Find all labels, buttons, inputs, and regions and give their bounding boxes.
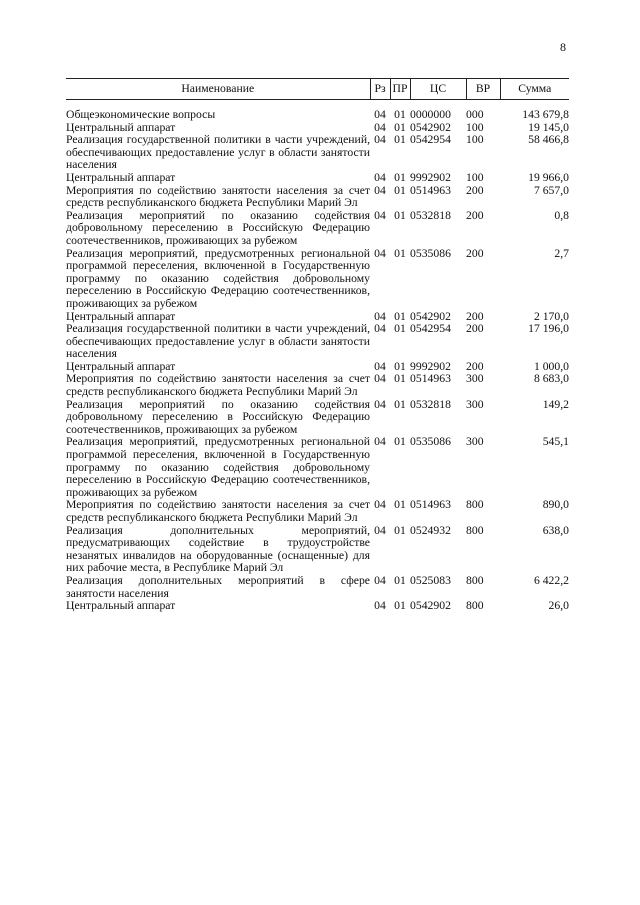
row-pr: 01 [394,133,406,147]
row-cs: 9992902 [410,359,451,373]
row-vr: 800 [466,573,484,587]
row-vr: 000 [466,108,484,121]
row-sum: 19 145,0 [528,120,569,134]
row-rz: 04 [374,208,386,222]
row-sum: 8 683,0 [533,372,569,386]
row-sum: 7 657,0 [533,183,569,197]
row-vr: 200 [466,359,484,373]
row-sum: 545,1 [542,435,569,449]
row-cs: 0535086 [410,246,451,260]
row-cs: 0514963 [410,183,451,197]
table-row [66,575,569,600]
row-rz: 04 [374,246,386,260]
row-name: Реализация государственной политики в части учреждений, обеспечивающих предоставление услуг в области занятости населения [66,322,370,361]
table-header-row [66,79,569,100]
row-rz: 04 [374,170,386,184]
row-name: Реализация государственной политики в части учреждений, обеспечивающих предоставление услуг в области занятости населения [66,133,370,172]
table-row [66,210,569,248]
row-name: Центральный аппарат [66,599,176,613]
row-rz: 04 [374,183,386,197]
row-pr: 01 [394,397,406,411]
table-row [66,185,569,210]
budget-table [66,78,569,613]
row-name: Реализация мероприятий, предусмотренных региональной программой переселения, включенной в Государственную программу по оказанию содействия добровольному переселению в Российскую Федерацию соотечественников, проживающих за рубежом [66,246,370,310]
row-vr: 100 [466,133,484,147]
row-name: Реализация мероприятий по оказанию содействия добровольному переселению в Российскую Федерацию соотечественников, проживающих за рубежом [66,208,370,247]
row-pr: 01 [394,599,406,613]
row-cs: 0542902 [410,599,451,613]
row-name: Мероприятия по содействию занятости населения за счет средств республиканского бюджета Республики Марий Эл [66,372,370,399]
row-name: Центральный аппарат [66,170,176,184]
header-vr: ВР [466,79,500,100]
row-cs: 0542954 [410,133,451,147]
row-sum: 6 422,2 [533,573,569,587]
row-cs: 0524932 [410,523,451,537]
row-sum: 638,0 [542,523,569,537]
row-vr: 300 [466,435,484,449]
row-name: Реализация мероприятий, предусмотренных региональной программой переселения, включенной в Государственную программу по оказанию содействия добровольному переселению в Российскую Федерацию соотечественников, проживающих за рубежом [66,435,370,499]
row-rz: 04 [374,133,386,147]
row-cs: 0542902 [410,120,451,134]
row-pr: 01 [394,309,406,323]
row-cs: 0514963 [410,372,451,386]
row-rz: 04 [374,359,386,373]
row-sum: 2,7 [554,246,569,260]
row-cs: 9992902 [410,170,451,184]
row-pr: 01 [394,372,406,386]
table-row [66,399,569,437]
row-vr: 200 [466,208,484,222]
page-number: 8 [560,40,566,54]
table-row [66,436,569,499]
table-row [66,100,569,122]
header-pr: ПР [390,79,410,100]
row-rz: 04 [374,372,386,386]
header-sum: Сумма [500,79,569,100]
row-vr: 100 [466,170,484,184]
row-cs: 0542954 [410,322,451,336]
row-vr: 200 [466,309,484,323]
table-row [66,248,569,311]
row-vr: 200 [466,183,484,197]
row-pr: 01 [394,170,406,184]
row-sum: 17 196,0 [528,322,569,336]
row-rz: 04 [374,108,386,121]
row-cs: 0542902 [410,309,451,323]
row-pr: 01 [394,120,406,134]
row-pr: 01 [394,108,406,121]
header-rz: Рз [370,79,390,100]
table-row [66,600,569,613]
row-sum: 2 170,0 [533,309,569,323]
row-rz: 04 [374,573,386,587]
table-row [66,499,569,524]
row-pr: 01 [394,208,406,222]
table-row [66,172,569,185]
row-rz: 04 [374,322,386,336]
row-vr: 200 [466,322,484,336]
row-sum: 0,8 [554,208,569,222]
row-name: Мероприятия по содействию занятости населения за счет средств республиканского бюджета Республики Марий Эл [66,498,370,524]
row-cs: 0514963 [410,498,451,512]
row-vr: 100 [466,120,484,134]
row-name: Реализация дополнительных мероприятий, предусматривающих содействие в трудоустройстве незанятых инвалидов на оборудованные (оснащенные) для них рабочие места, в Республике Марий Эл [66,523,370,575]
table-row [66,525,569,575]
row-rz: 04 [374,397,386,411]
row-vr: 800 [466,498,484,512]
row-name: Реализация дополнительных мероприятий в сфере занятости населения [66,573,370,600]
row-rz: 04 [374,120,386,134]
row-pr: 01 [394,573,406,587]
table-row [66,323,569,361]
row-rz: 04 [374,523,386,537]
row-sum: 58 466,8 [528,133,569,147]
row-sum: 890,0 [542,498,569,512]
row-vr: 800 [466,599,484,613]
row-sum: 149,2 [542,397,569,411]
row-vr: 200 [466,246,484,260]
table-row [66,134,569,172]
table-row [66,373,569,398]
row-rz: 04 [374,599,386,613]
row-vr: 300 [466,397,484,411]
row-rz: 04 [374,498,386,512]
row-pr: 01 [394,498,406,512]
row-cs: 0525083 [410,573,451,587]
row-name: Центральный аппарат [66,120,176,134]
header-name: Наименование [66,79,370,100]
row-name: Реализация мероприятий по оказанию содействия добровольному переселению в Российскую Федерацию соотечественников, проживающих за рубежом [66,397,370,436]
row-vr: 300 [466,372,484,386]
row-cs: 0532818 [410,208,451,222]
row-name: Центральный аппарат [66,309,176,323]
row-vr: 800 [466,523,484,537]
row-cs: 0000000 [410,108,451,121]
row-sum: 19 966,0 [528,170,569,184]
row-rz: 04 [374,309,386,323]
row-name: Мероприятия по содействию занятости населения за счет средств республиканского бюджета Республики Марий Эл [66,183,370,210]
header-cs: ЦС [410,79,466,100]
row-pr: 01 [394,322,406,336]
row-cs: 0535086 [410,435,451,449]
row-pr: 01 [394,246,406,260]
row-pr: 01 [394,359,406,373]
row-sum: 143 679,8 [522,108,569,121]
row-sum: 1 000,0 [533,359,569,373]
row-sum: 26,0 [548,599,569,613]
row-pr: 01 [394,435,406,449]
row-name: Общеэкономические вопросы [66,108,216,121]
row-pr: 01 [394,523,406,537]
row-name: Центральный аппарат [66,359,176,373]
row-pr: 01 [394,183,406,197]
row-rz: 04 [374,435,386,449]
row-cs: 0532818 [410,397,451,411]
